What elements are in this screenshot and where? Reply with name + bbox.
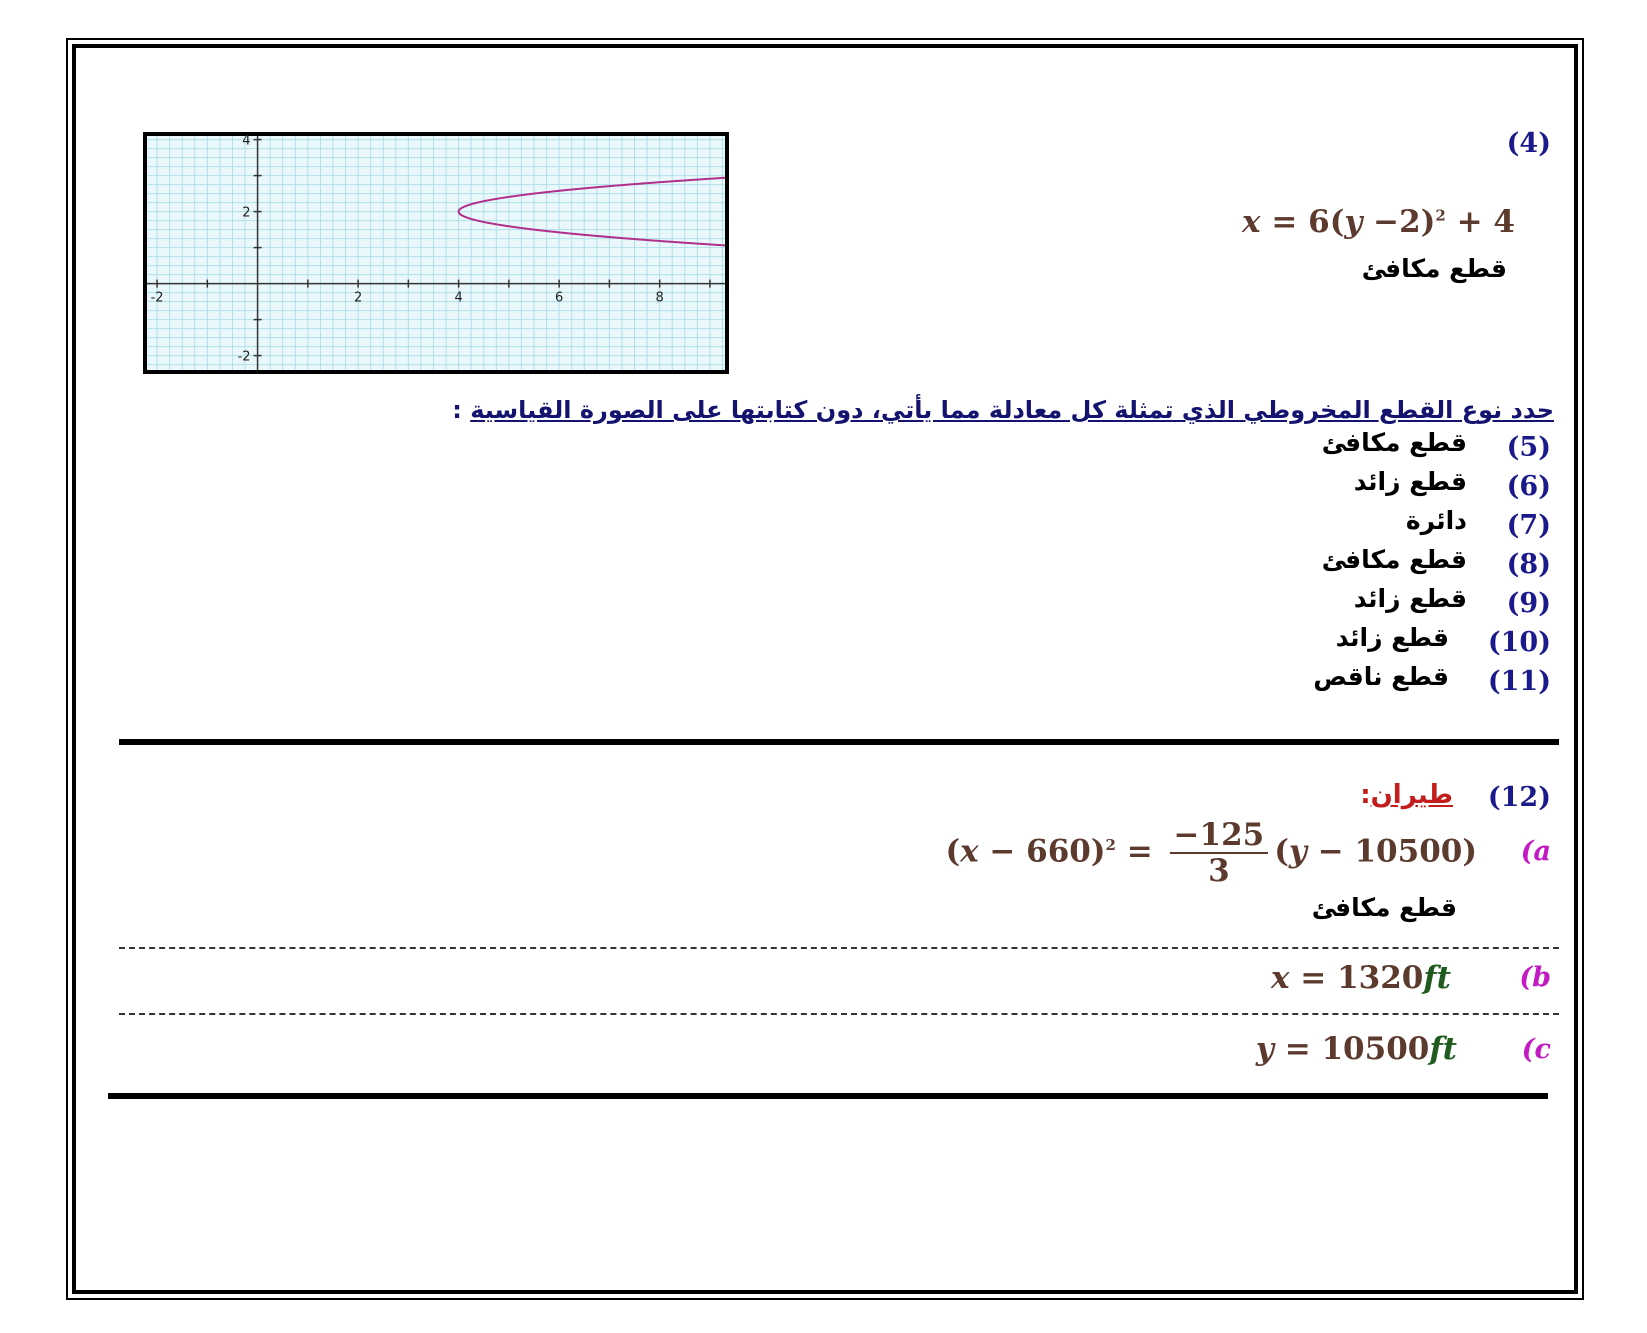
pa-lhs-open: (	[945, 833, 961, 870]
pb-equals: =	[1289, 960, 1338, 996]
separator-dashed-2	[119, 1013, 1559, 1015]
eq-x: x	[1242, 204, 1261, 240]
item-number: (10)	[1487, 627, 1551, 658]
item-answer: قطع مكافئ	[1321, 428, 1467, 457]
section-divider-bottom	[108, 1093, 1548, 1099]
item-number: (8)	[1506, 549, 1551, 580]
pa-rhs-rest: − 10500)	[1306, 833, 1477, 870]
instruction-text: حدد نوع القطع المخروطي الذي تمثلة كل معادلة مما يأتي، دون كتابتها على الصورة القياسية	[470, 396, 1554, 424]
eq-minus: −	[1373, 204, 1400, 240]
question-4-equation	[1242, 204, 1515, 240]
x-tick-label: 8	[655, 290, 664, 306]
separator-dashed-1	[119, 947, 1559, 949]
question-12-topic: طيران	[1370, 780, 1453, 810]
part-c-letter: (c	[1521, 1034, 1551, 1065]
eq-exponent: 2	[1435, 206, 1446, 225]
item-answer: قطع زائد	[1335, 623, 1449, 652]
question-12-colon: :	[1360, 780, 1371, 810]
pa-equals: =	[1126, 833, 1153, 870]
part-a-letter: (a	[1520, 836, 1551, 867]
eq-close: )	[1420, 204, 1436, 240]
item-answer: قطع زائد	[1353, 584, 1467, 613]
parabola-graph	[143, 132, 729, 374]
part-b-letter: (b	[1519, 962, 1551, 993]
eq-const: 4	[1493, 204, 1515, 240]
x-tick-label: 2	[353, 290, 363, 306]
y-tick-label: 2	[242, 205, 251, 221]
item-number: (6)	[1506, 471, 1551, 502]
pa-rhs-open: (	[1274, 833, 1289, 870]
pc-unit: ft	[1429, 1031, 1457, 1067]
instruction-prompt	[452, 396, 1554, 424]
pb-value: 1320	[1337, 960, 1424, 996]
question-4-number: (4)	[1506, 128, 1551, 159]
item-answer: دائرة	[1405, 506, 1467, 535]
y-tick-label: 4	[242, 133, 251, 149]
eq-coef: 6	[1308, 204, 1330, 240]
part-b-equation	[1271, 960, 1451, 996]
question-12-number: (12)	[1487, 782, 1551, 813]
question-4-answer: قطع مكافئ	[1361, 254, 1507, 283]
pa-frac-num: −125	[1170, 818, 1269, 854]
x-tick-label: 4	[454, 290, 463, 306]
item-answer: قطع مكافئ	[1321, 545, 1467, 574]
section-divider-top	[119, 739, 1559, 745]
item-answer: قطع ناقص	[1313, 662, 1449, 691]
pa-fraction	[1170, 818, 1269, 888]
eq-equals: =	[1271, 204, 1298, 240]
item-number: (11)	[1487, 666, 1551, 697]
x-tick-label: -2	[150, 290, 164, 306]
pc-equals: =	[1273, 1031, 1322, 1067]
pc-y: y	[1255, 1031, 1274, 1067]
y-tick-label: -2	[237, 349, 251, 365]
pa-frac-den: 3	[1208, 853, 1230, 889]
pb-x: x	[1271, 960, 1290, 996]
pb-unit: ft	[1423, 960, 1451, 996]
pa-x: x	[960, 833, 979, 870]
instruction-colon: :	[452, 396, 462, 424]
eq-open: (	[1329, 204, 1345, 240]
question-12-title	[1360, 780, 1453, 810]
pa-y: y	[1288, 833, 1307, 870]
part-c-equation	[1256, 1031, 1457, 1067]
item-number: (7)	[1506, 510, 1551, 541]
pc-value: 10500	[1321, 1031, 1430, 1067]
part-a-equation	[945, 818, 1477, 888]
item-answer: قطع زائد	[1353, 467, 1467, 496]
eq-plus: +	[1456, 204, 1483, 240]
item-number: (5)	[1506, 432, 1551, 463]
pa-lhs-rest: − 660)	[978, 833, 1106, 870]
pa-exponent: 2	[1105, 836, 1116, 855]
eq-y: y	[1344, 204, 1363, 240]
item-number: (9)	[1506, 588, 1551, 619]
part-a-answer: قطع مكافئ	[1311, 893, 1457, 922]
eq-two: 2	[1399, 204, 1421, 240]
x-tick-label: 6	[554, 290, 564, 306]
